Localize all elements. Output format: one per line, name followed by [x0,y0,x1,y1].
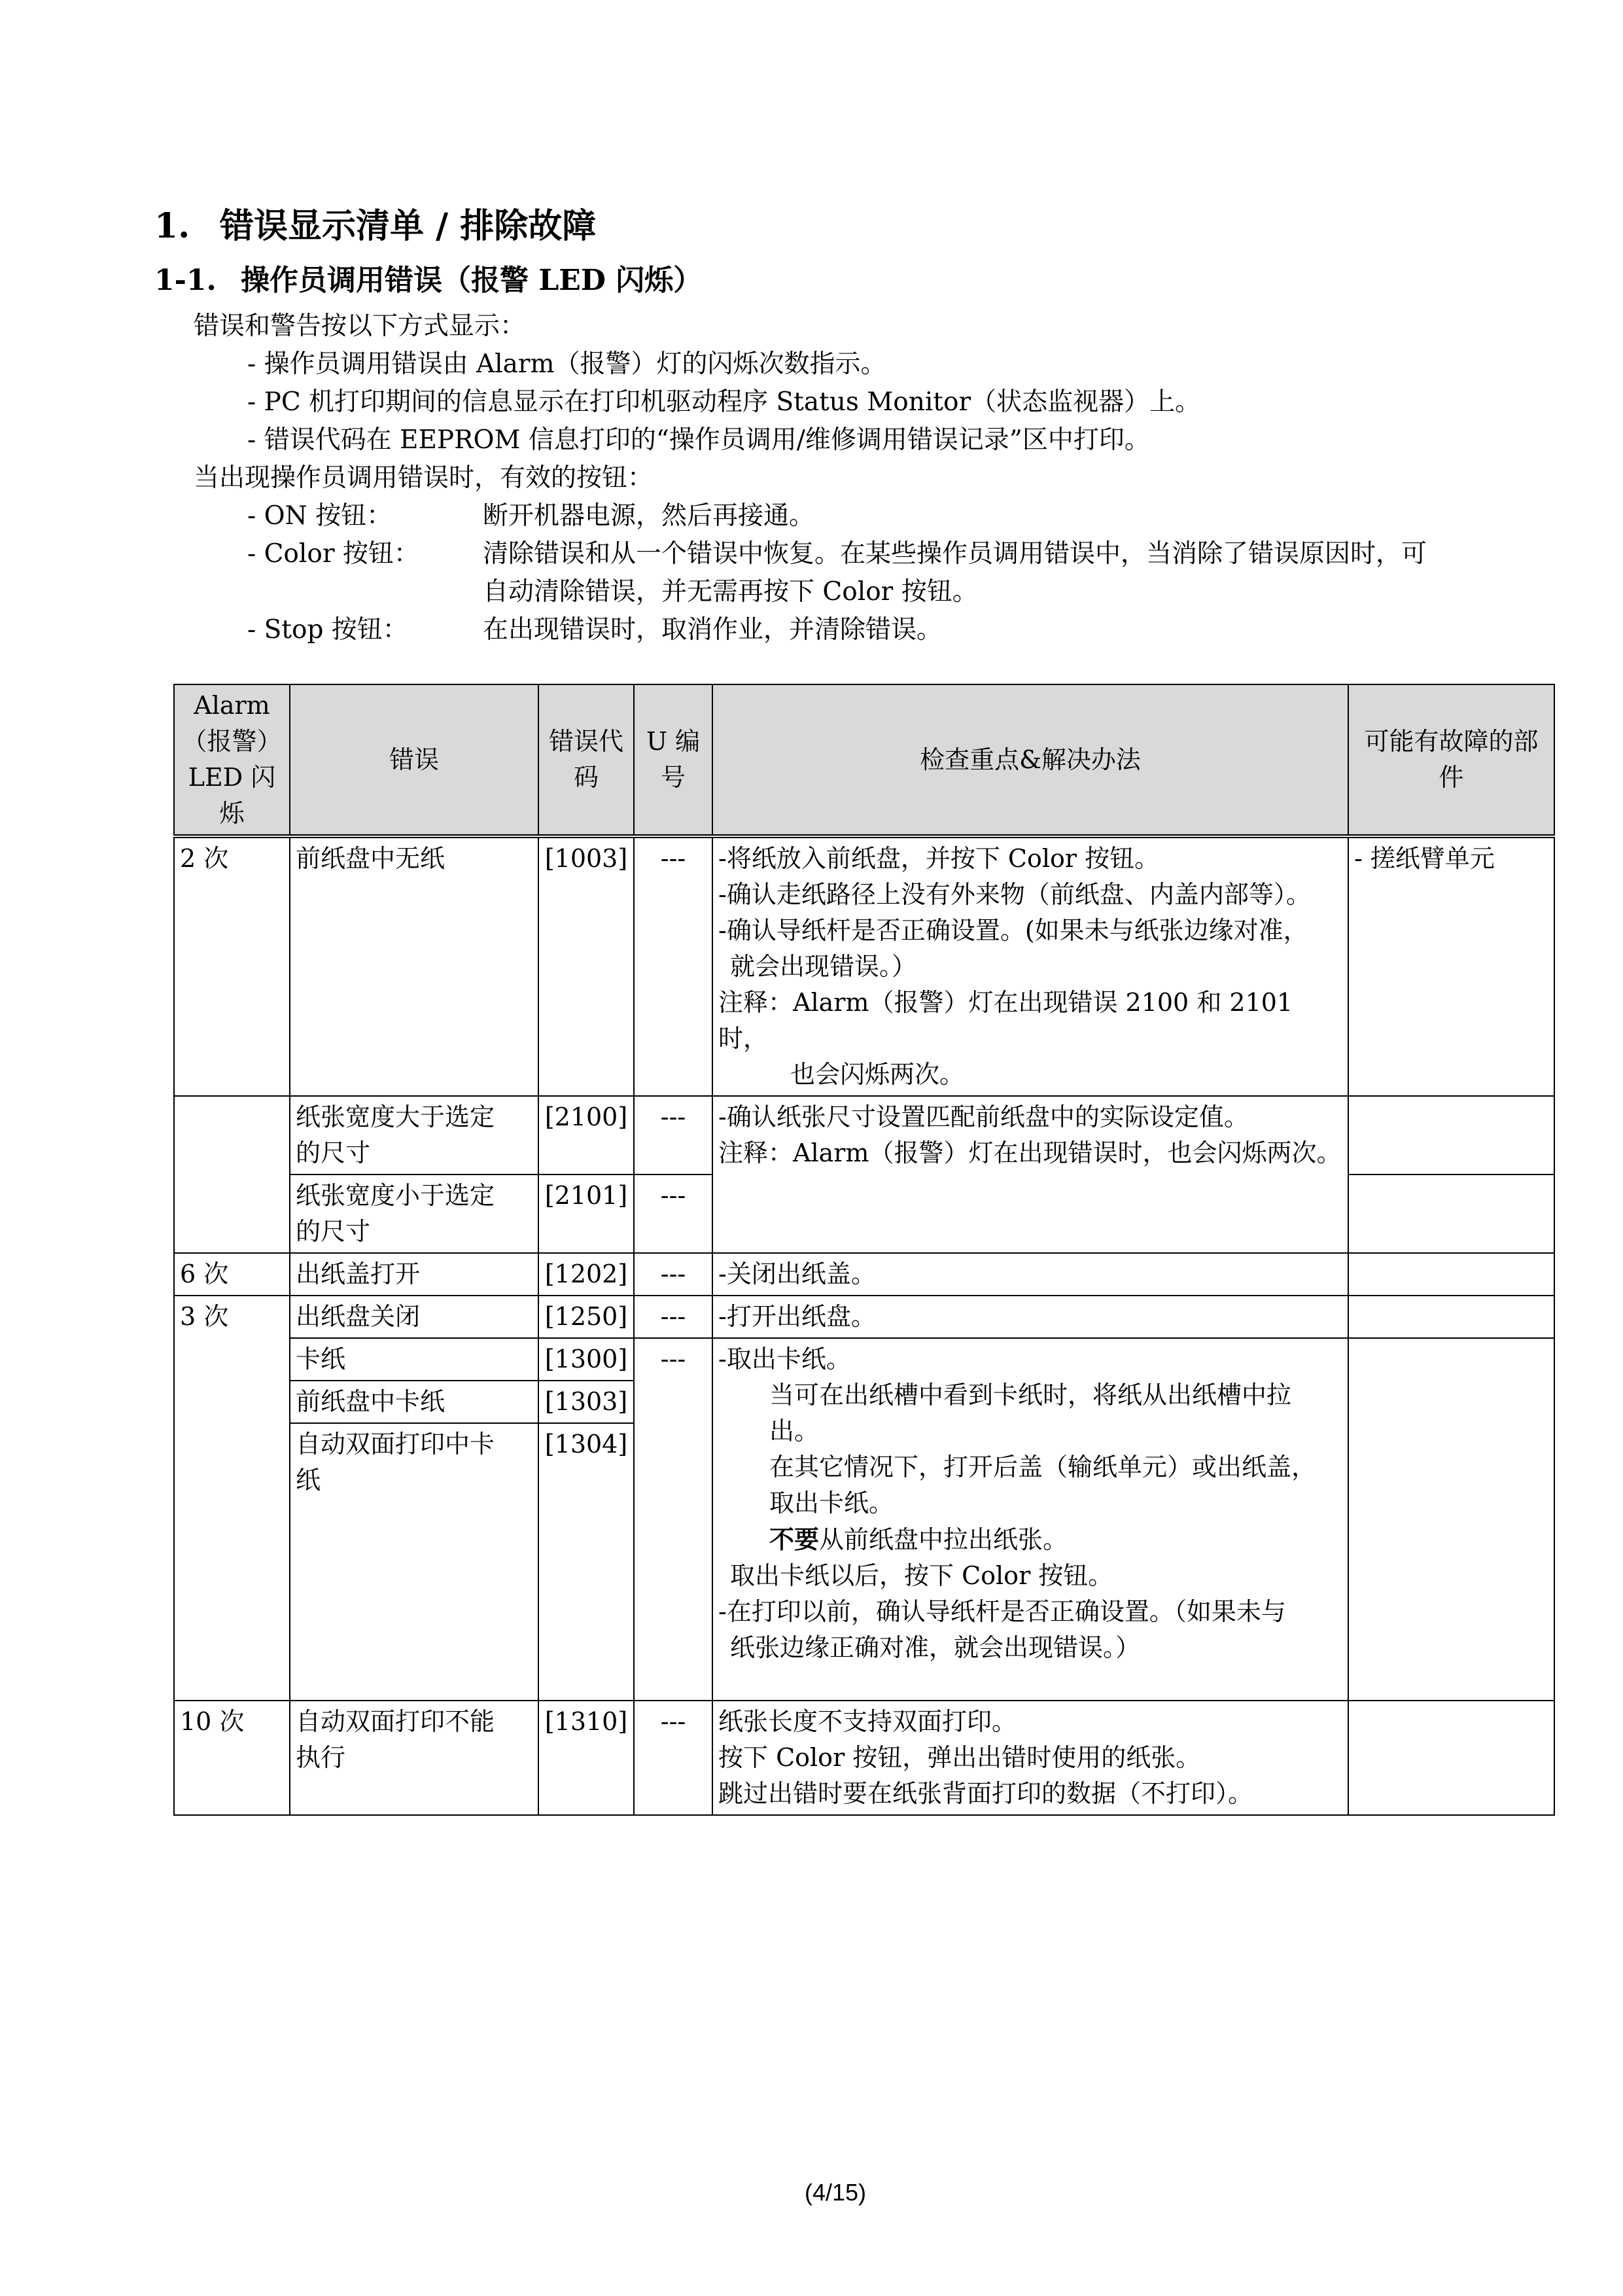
cell-u: --- [634,1701,712,1815]
cell-error: 纸张宽度小于选定 的尺寸 [290,1174,538,1253]
header-alarm: Alarm （报警） LED 闪 烁 [174,684,290,836]
cell-error: 卡纸 [290,1338,538,1381]
header-parts: 可能有故障的部 件 [1348,684,1554,836]
cell-parts [1348,1253,1554,1296]
button-on-label: - ON 按钮： [247,501,393,531]
error-table [173,684,1555,1816]
header-error: 错误 [290,684,538,836]
intro-text: 错误和警告按以下方式显示： [194,311,526,341]
cell-code: [1304] [538,1423,634,1701]
cell-blink: 3 次 [174,1296,290,1701]
table-row [174,1296,1554,1338]
header-check: 检查重点&解决办法 [712,684,1348,836]
header-u: U 编 号 [634,684,712,836]
table-header-row [174,684,1554,836]
cell-check: -将纸放入前纸盘，并按下 Color 按钮。 -确认走纸路径上没有外来物（前纸盘、内盖内部等）。 -确认导纸杆是否正确设置。(如果未与纸张边缘对准， 就会出现错误。） 注释：Alarm（报警）灯在出现错误 2100 和 2101 时， 也会闪烁两次。 [712,836,1348,1096]
page-number: (4/15) [805,2179,867,2206]
cell-check: -打开出纸盘。 [712,1296,1348,1338]
cell-error: 前纸盘中无纸 [290,836,538,1096]
button-color-desc-2: 自动清除错误，并无需再按下 Color 按钮。 [483,577,978,607]
cell-u: --- [634,1253,712,1296]
cell-error: 自动双面打印不能 执行 [290,1701,538,1815]
table-row [174,1253,1554,1296]
cell-check: -确认纸张尺寸设置匹配前纸盘中的实际设定值。 注释：Alarm（报警）灯在出现错误时，也会闪烁两次。 [712,1096,1348,1253]
cell-u: --- [634,836,712,1096]
table-row [174,1338,1554,1381]
cell-blink: 10 次 [174,1701,290,1815]
cell-code: [2101] [538,1174,634,1253]
cell-code: [1003] [538,836,634,1096]
cell-blink: 2 次 [174,836,290,1096]
cell-parts [1348,1296,1554,1338]
cell-u: --- [634,1296,712,1338]
cell-check: 纸张长度不支持双面打印。 按下 Color 按钮，弹出出错时使用的纸张。 跳过出错时要在纸张背面打印的数据（不打印）。 [712,1701,1348,1815]
cell-code: [1300] [538,1338,634,1381]
cell-code: [1303] [538,1381,634,1423]
buttons-intro: 当出现操作员调用错误时，有效的按钮： [194,463,654,493]
cell-code: [1202] [538,1253,634,1296]
cell-check: -关闭出纸盖。 [712,1253,1348,1296]
cell-error: 前纸盘中卡纸 [290,1381,538,1423]
button-color-label: - Color 按钮： [247,539,419,569]
cell-parts [1348,1701,1554,1815]
cell-u: --- [634,1096,712,1174]
cell-parts [1348,1096,1554,1174]
cell-code: [1310] [538,1701,634,1815]
display-item-2: - PC 机打印期间的信息显示在打印机驱动程序 Status Monitor（状态监视器）上。 [247,387,1201,417]
table-row [174,1701,1554,1815]
cell-error: 纸张宽度大于选定 的尺寸 [290,1096,538,1174]
button-stop-label: - Stop 按钮： [247,615,408,645]
cell-error: 出纸盖打开 [290,1253,538,1296]
table-row [174,1096,1554,1174]
table-row [174,836,1554,1096]
cell-parts [1348,1174,1554,1253]
cell-code: [2100] [538,1096,634,1174]
button-stop-desc: 在出现错误时，取消作业，并清除错误。 [483,615,943,645]
button-color-desc: 清除错误和从一个错误中恢复。在某些操作员调用错误中，当消除了错误原因时，可 [483,539,1427,569]
cell-u: --- [634,1174,712,1253]
cell-parts: - 搓纸臂单元 [1348,836,1554,1096]
heading-1: 1. 错误显示清单 / 排除故障 [154,206,597,246]
cell-parts [1348,1338,1554,1701]
cell-u: --- [634,1338,712,1701]
heading-2: 1-1. 操作员调用错误（报警 LED 闪烁） [154,264,703,297]
cell-blink [174,1096,290,1253]
cell-code: [1250] [538,1296,634,1338]
cell-check: -取出卡纸。 当可在出纸槽中看到卡纸时，将纸从出纸槽中拉 出。 在其它情况下，打开后盖（输纸单元）或出纸盖， 取出卡纸。 不要从前纸盘中拉出纸张。 取出卡纸以后，按下 Color 按钮。 -在打印以前，确认导纸杆是否正确设置。（如果未与 纸张边缘正确对准，就会出现错误。） [712,1338,1348,1701]
cell-error: 出纸盘关闭 [290,1296,538,1338]
display-item-1: - 操作员调用错误由 Alarm（报警）灯的闪烁次数指示。 [247,349,886,379]
cell-blink: 6 次 [174,1253,290,1296]
button-on-desc: 断开机器电源，然后再接通。 [483,501,815,531]
header-code: 错误代 码 [538,684,634,836]
display-item-3: - 错误代码在 EEPROM 信息打印的“操作员调用/维修调用错误记录”区中打印。 [247,425,1150,455]
cell-error: 自动双面打印中卡 纸 [290,1423,538,1701]
